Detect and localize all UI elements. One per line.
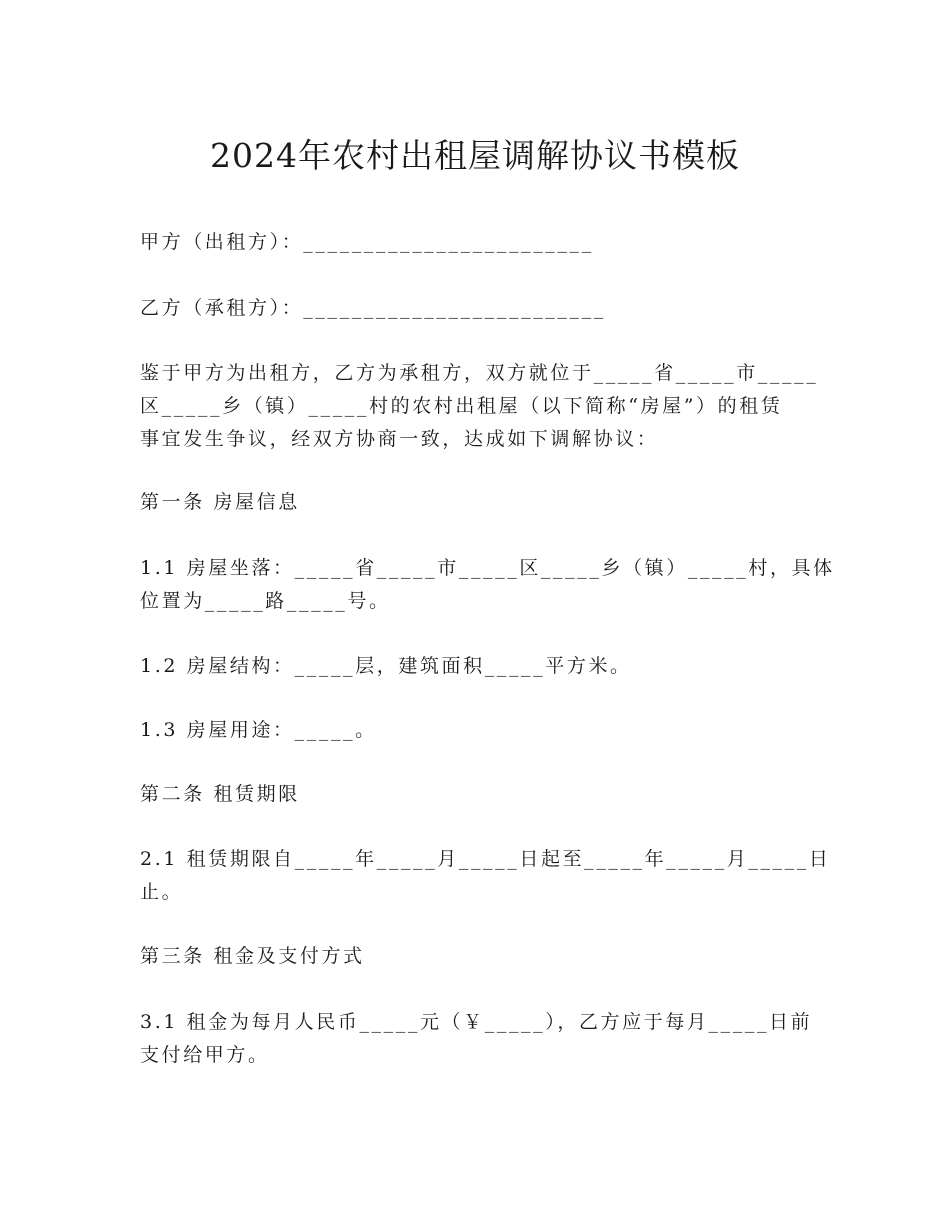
document-title: 2024年农村出租屋调解协议书模板 (210, 136, 740, 175)
article-2-heading: 第二条 租赁期限 (140, 783, 300, 805)
party-a-line: 甲方（出租方）：________________________ (140, 231, 594, 253)
clause-2-1-line-1: 2.1 租赁期限自_____年_____月_____日起至_____年_____月_____日 (140, 848, 831, 870)
party-b-line: 乙方（承租方）：_________________________ (140, 297, 606, 319)
clause-1-2: 1.2 房屋结构：_____层，建筑面积_____平方米。 (140, 655, 632, 677)
article-3-heading: 第三条 租金及支付方式 (140, 945, 365, 967)
clause-2-1-line-2: 止。 (140, 881, 184, 903)
preamble-line-1: 鉴于甲方为出租方，乙方为承租方，双方就位于_____省_____市_____ (140, 362, 819, 384)
clause-1-1-line-2: 位置为_____路_____号。 (140, 590, 391, 612)
article-1-heading: 第一条 房屋信息 (140, 491, 300, 513)
preamble-line-2: 区_____乡（镇）_____村的农村出租屋（以下简称“房屋”）的租赁 (140, 395, 783, 417)
preamble-line-3: 事宜发生争议，经双方协商一致，达成如下调解协议： (140, 428, 659, 450)
clause-3-1-line-2: 支付给甲方。 (140, 1044, 270, 1066)
clause-1-1-line-1: 1.1 房屋坐落：_____省_____市_____区_____乡（镇）_____村，具体 (140, 557, 835, 579)
clause-1-3: 1.3 房屋用途：_____。 (140, 719, 377, 741)
clause-3-1-line-1: 3.1 租金为每月人民币_____元（￥_____），乙方应于每月_____日前 (140, 1011, 813, 1033)
